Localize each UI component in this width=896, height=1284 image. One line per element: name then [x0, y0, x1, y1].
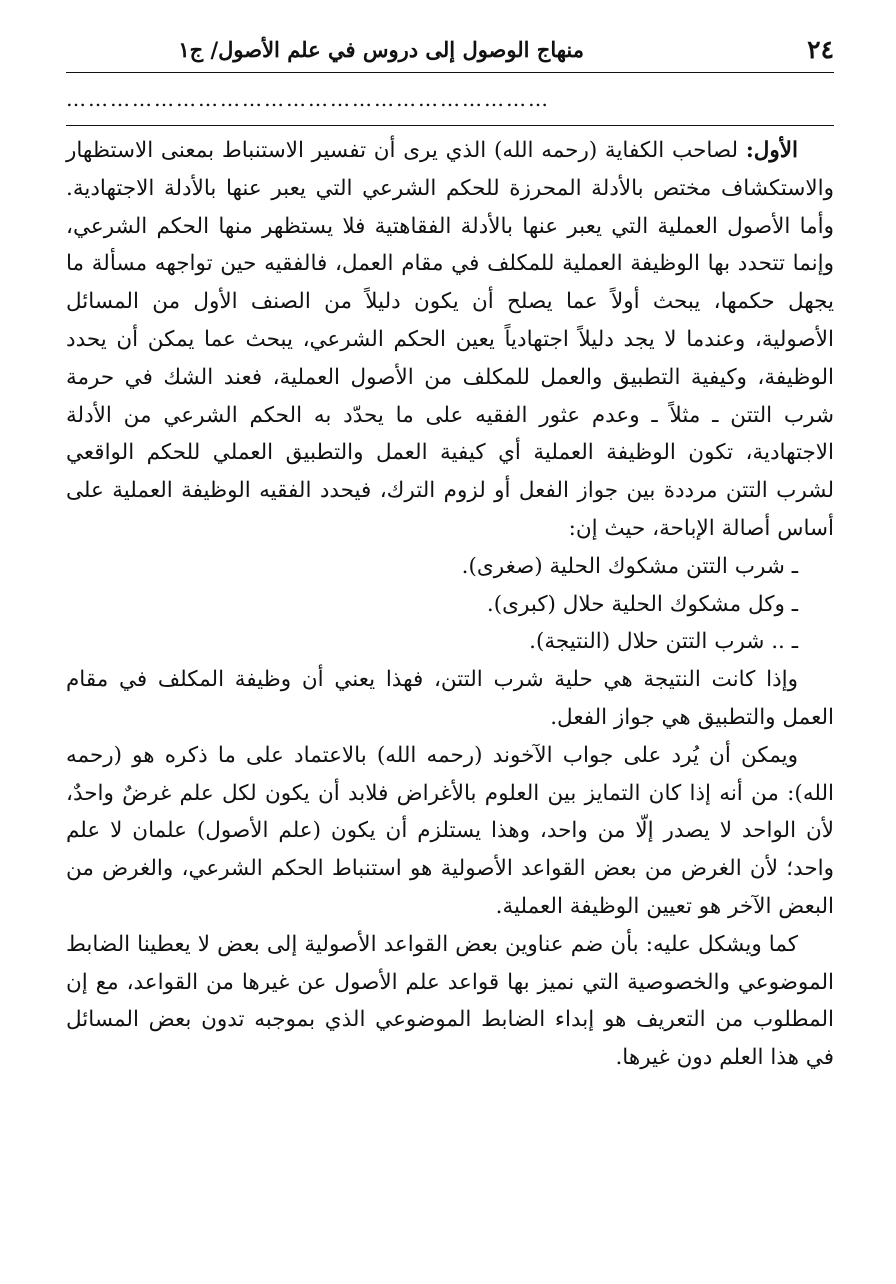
running-header — [66, 32, 834, 68]
paragraph-lead-word: الأول: — [745, 138, 798, 163]
section-rule — [66, 125, 834, 126]
dotted-separator: ………………………………………………………… — [66, 87, 550, 111]
book-page — [66, 32, 834, 1262]
book-title: منهاج الوصول إلى دروس في علم الأصول/ ج١ — [178, 37, 584, 62]
paragraph-objection: ويمكن أن يُرد على جواب الآخوند (رحمه الله) بالاعتماد على ما ذكره هو (رحمه الله): من أنه إذا كان التمايز بين العلوم بالأغراض فلابد أن يكون لكل علم غرضٌ واحدٌ، لأن الواحد لا يصدر إلّا من واحد، وهذا يستلزم أن يكون (علم الأصول) علمان لا علم واحد؛ لأن الغرض من بعض القواعد الأصولية هو استنباط الحكم الشرعي، والغرض من البعض الآخر هو تعيين الوظيفة العملية. — [66, 742, 834, 919]
paragraph-second-objection: كما ويشكل عليه: بأن ضم عناوين بعض القواعد الأصولية إلى بعض لا يعطينا الضابط الموضوعي والخصوصية التي نميز بها قواعد علم الأصول عن غيرها من القواعد، مع إن المطلوب من التعريف هو إبداء الضابط الموضوعي الذي بموجبه تدون بعض المسائل في هذا العلم دون غيرها. — [66, 931, 834, 1071]
syllogism-conclusion: ـ .. شرب التتن حلال (النتيجة). — [529, 629, 798, 655]
paragraph-first-opinion-text: لصاحب الكفاية (رحمه الله) الذي يرى أن تفسير الاستنباط بمعنى الاستظهار والاستكشاف مختص بالأدلة المحرزة للحكم الشرعي التي يعبر عنها بالأدلة الاجتهادية. وأما الأصول العملية التي يعبر عنها بالأدلة الفقاهتية فلا يستظهر منها الحكم الشرعي، وإنما تتحدد بها الوظيفة العملية للمكلف في مقام العمل، فالفقيه حين تواجهه مسألة ما يجهل حكمها، يبحث أولاً عما يصلح أن يكون دليلاً من الصنف الأول من المسائل الأصولية، وعندما لا يجد دليلاً اجتهادياً يعين الحكم الشرعي، يبحث عما يمكن أن يحدد الوظيفة، وكيفية التطبيق والعمل للمكلف من الأصول العملية، فعند الشك في حرمة شرب التتن ـ مثلاً ـ وعدم عثور الفقيه على ما يحدّد به الحكم الشرعي من الأدلة الاجتهادية، تكون الوظيفة العملية أي كيفية العمل والتطبيق العملي للحكم الواقعي لشرب التتن مرددة بين جواز الفعل أو لزوم الترك، فيحدد الفقيه الوظيفة العملية على أساس أصالة الإباحة، حيث إن: — [66, 138, 834, 541]
page-number: ٢٤ — [807, 35, 834, 64]
paragraph-first-opinion — [66, 132, 834, 548]
paragraph-result: وإذا كانت النتيجة هي حلية شرب التتن، فهذا يعني أن وظيفة المكلف في مقام العمل والتطبيق هي جواز الفعل. — [66, 667, 834, 730]
syllogism-major-premise: ـ وكل مشكوك الحلية حلال (كبرى). — [486, 591, 798, 617]
main-text — [66, 132, 834, 1077]
syllogism-minor-premise: ـ شرب التتن مشكوك الحلية (صغرى). — [461, 553, 798, 579]
